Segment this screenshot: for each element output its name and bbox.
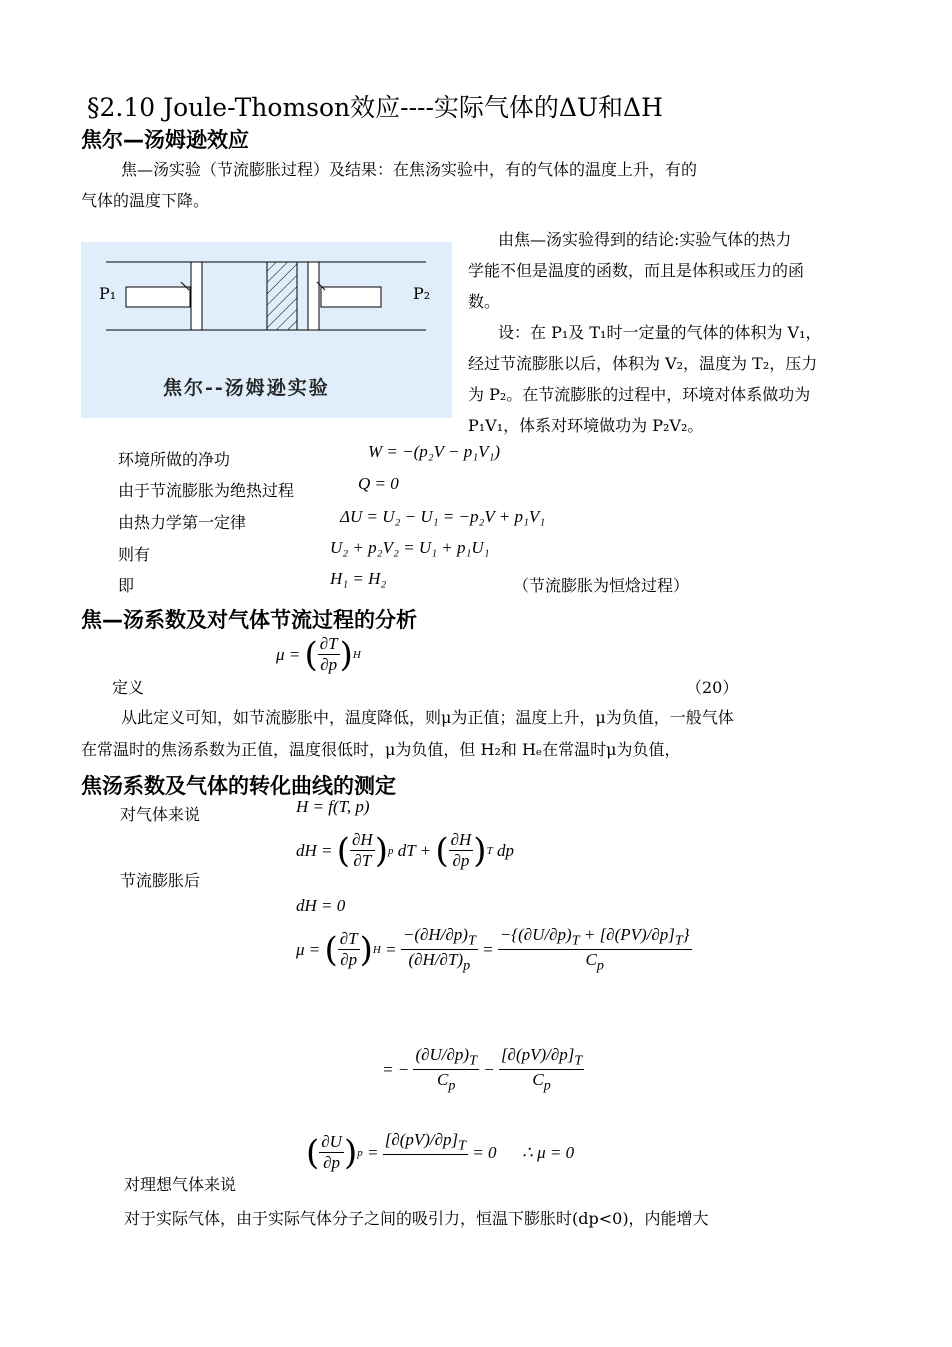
eq-delta-u: ΔU = U₂ − U₁ = −p₂V + p₁V₁ xyxy=(340,507,546,526)
eq-u-sum: U₂ + p₂V₂ = U₁ + p₁U₁ xyxy=(330,538,490,557)
eq-mu-expansion: μ = ( $\frac{\partial T}{\partial p}$ ) H = $\frac{-(\partial H/\partial p)_T}{(\partial H/\partial T)_p}$ = $\frac{-\{(\partial U/\partial p)_T + [\partial(PV)/\partial p]_T\}}{C_p}$ xyxy=(296,925,690,974)
p1-label: P₁ xyxy=(99,284,117,303)
label-ideal-gas: 对理想气体来说 xyxy=(124,1175,237,1194)
diagram-caption: 焦尔--汤姆逊实验 xyxy=(163,377,330,399)
eq-dh-zero: dH = 0 xyxy=(296,896,346,915)
eq-dh-total-differential: dH = ( $\frac{\partial H}{\partial T}$ ) p dT + ( $\frac{\partial H}{\partial p}$ ) T dp xyxy=(296,830,514,871)
eq-net-work: W = −(p₂V − p₁V₁) xyxy=(368,442,501,461)
mu-definition: μ = ( $\frac{\partial T}{\partial p}$ ) H xyxy=(276,634,361,675)
intro-line-2: 气体的温度下降。 xyxy=(81,191,210,210)
conclusion-line-1: 由焦—汤实验得到的结论:实验气体的热力 xyxy=(498,230,792,249)
setup-line-4: P₁V₁，体系对环境做功为 P₂V₂。 xyxy=(468,416,704,435)
label-after-throttling: 节流膨胀后 xyxy=(120,871,201,890)
eq-mu-split: = − $\frac{(\partial U/\partial p)_T}{C_p}$ − $\frac{[\partial(pV)/\partial p]_T}{C_p}$ xyxy=(382,1045,583,1094)
joule-thomson-diagram xyxy=(81,242,452,418)
label-for-gas: 对气体来说 xyxy=(120,805,201,824)
eq-ideal-gas-zero: ( $\frac{\partial U}{\partial p}$ ) p = $[\partial(pV)/\partial p]_T$ = 0 ∴ μ = 0 xyxy=(306,1130,575,1173)
eq-q-zero: Q = 0 xyxy=(358,474,399,493)
setup-line-1: 设：在 P₁及 T₁时一定量的气体的体积为 V₁， xyxy=(498,323,822,342)
page-title: §2.10 Joule-Thomson效应----实际气体的ΔU和ΔH xyxy=(87,93,663,122)
row-label-net-work: 环境所做的净功 xyxy=(118,450,231,469)
row-label-adiabatic: 由于节流膨胀为绝热过程 xyxy=(118,481,295,500)
setup-line-2: 经过节流膨胀以后，体积为 V₂，温度为 T₂，压力 xyxy=(468,354,818,373)
conclusion-line-3: 数。 xyxy=(468,292,501,311)
conclusion-line-2: 学能不但是温度的函数，而且是体积或压力的函 xyxy=(468,261,805,280)
therefore-mu-zero: ∴ μ = 0 xyxy=(522,1142,575,1162)
eq-h-equal: H₁ = H₂ xyxy=(330,569,387,588)
row-label-first-law: 由热力学第一定律 xyxy=(118,513,247,532)
real-gas-line: 对于实际气体，由于实际气体分子之间的吸引力，恒温下膨胀时(dp<0)，内能增大 xyxy=(124,1209,709,1228)
section-heading-jt-coefficient: 焦—汤系数及对气体节流过程的分析 xyxy=(81,608,417,632)
isenthalpic-note: （节流膨胀为恒焓过程） xyxy=(513,576,690,595)
row-label-then: 则有 xyxy=(118,545,151,564)
section-heading-joule-thomson-effect: 焦尔—汤姆逊效应 xyxy=(81,128,249,152)
mu-sign-para-line-1: 从此定义可知，如节流膨胀中，温度降低，则μ为正值；温度上升，μ为负值，一般气体 xyxy=(121,708,734,727)
row-label-i-e: 即 xyxy=(118,576,135,595)
mu-sign-para-line-2: 在常温时的焦汤系数为正值，温度很低时，μ为负值，但 H₂和 Hₑ在常温时μ为负值， xyxy=(81,740,681,759)
equation-number: （20） xyxy=(686,678,739,697)
p2-label: P₂ xyxy=(413,284,431,303)
eq-h-function: H = f(T, p) xyxy=(296,797,370,816)
definition-label: 定义 xyxy=(112,678,145,697)
setup-line-3: 为 P₂。在节流膨胀的过程中，环境对体系做功为 xyxy=(468,385,811,404)
intro-line-1: 焦—汤实验（节流膨胀过程）及结果：在焦汤实验中，有的气体的温度上升，有的 xyxy=(121,160,698,179)
section-heading-inversion-curve: 焦汤系数及气体的转化曲线的测定 xyxy=(81,774,396,798)
